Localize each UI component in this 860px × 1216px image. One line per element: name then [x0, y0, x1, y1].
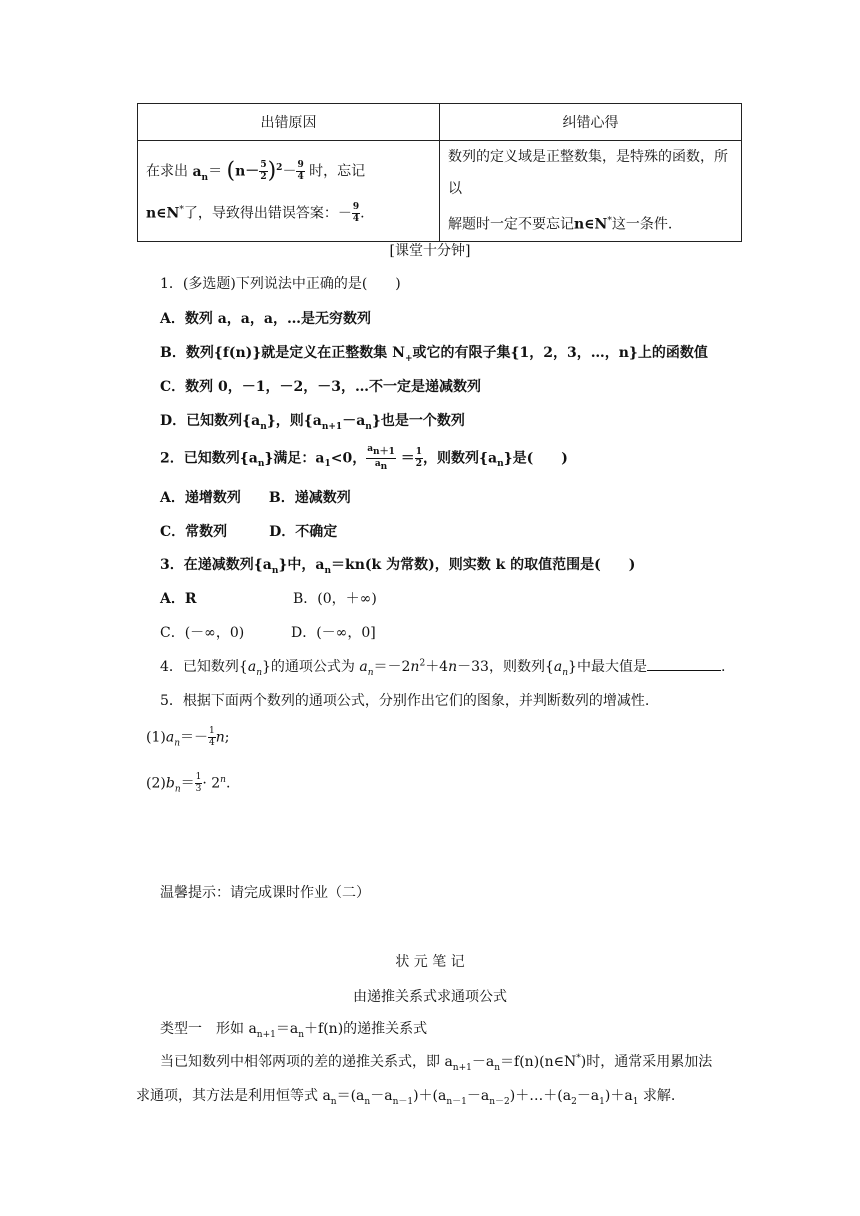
q3-option-d: D．(－∞，0] [291, 625, 376, 641]
table-header-cause: 出错原因 [138, 104, 440, 141]
q3-stem: 3．在递减数列$\{a_n\}$中，$a_n=kn(k$ 为常数)，则实数 k 的取值范围是( ) [160, 557, 636, 576]
q2-options-ab: A．递增数列 B．递减数列 [160, 490, 351, 506]
notes-type-one: 类型一 形如 $a_{n+1}=a_n+f(n)$的递推关系式 [160, 1021, 428, 1040]
q2-options-cd: C．常数列 D．不确定 [160, 524, 338, 540]
q5-stem: 5．根据下面两个数列的通项公式，分别作出它们的图象，并判断数列的增减性. [160, 693, 650, 709]
q1-option-d: D．已知数列$\{a_n\}$，则$\{a_{n+1}-a_n\}$也是一个数列 [160, 413, 465, 432]
q5-part-2: $(2)b_n=$ $\frac{1}{3}$ · $2^n$. [146, 772, 231, 795]
lesson-line-1: 数列的定义域是正整数集，是特殊的函数，所以 [448, 149, 728, 197]
q1-option-c: C．数列 0，－1，－2，－3，…不一定是递减数列 [160, 379, 481, 395]
cause-line-1: 在求出 $a_n= (n-$ $\frac{5}{2}$ )$^2$－ $\frac{9}{4}$ 时，忘记 [146, 158, 366, 184]
homework-tip: 温馨提示：请完成课时作业（二） [160, 885, 370, 901]
q1-option-a: A．数列 a，a，a，…是无穷数列 [160, 311, 371, 327]
q3-option-b: B．(0，＋∞) [293, 591, 377, 607]
notes-title: 状 元 笔 记 [395, 954, 465, 970]
cause-line-2: n∈N*了，导致得出错误答案：－ $\frac{9}{4}$ . [146, 201, 365, 224]
q1-option-b: B．数列{f(n)}就是定义在正整数集 $N_+$或它的有限子集{1，2，3，…，n}上的函数值 [160, 345, 708, 364]
section-title: [课堂十分钟] [389, 243, 471, 259]
notes-paragraph-line-1: 当已知数列中相邻两项的差的递推关系式，即 $a_{n+1}-a_n=f(n)(n\in N^*)$时，通常采用累加法 [160, 1053, 713, 1073]
notes-paragraph-line-2: 求通项，其方法是利用恒等式 $a_n=(a_n-a_{n-1})+(a_{n-1}-a_{n-2})+\dots+(a_2-a_1)+a_1$ 求解. [136, 1088, 676, 1107]
q4-stem: 4．已知数列$\{a_n\}$的通项公式为 $a_n=-2n^2+4n-33$，则数列$\{a_n\}$中最大值是 . [160, 658, 726, 678]
q1-stem: 1．(多选题)下列说法中正确的是( ) [160, 276, 401, 292]
notes-subtitle: 由递推关系式求通项公式 [353, 989, 507, 1005]
q5-part-1: $(1)a_n=-$ $\frac{1}{4}$ n; [146, 726, 230, 749]
table-cell-cause [138, 141, 440, 242]
lesson-line-2: 解题时一定不要忘记n∈N*这一条件. [448, 216, 673, 233]
table-cell-lesson [440, 141, 742, 242]
q3-option-c: C．(－∞，0) [160, 625, 245, 641]
table-header-lesson: 纠错心得 [440, 104, 742, 141]
q2-stem: 2．已知数列$\{a_n\}$满足：$a_1<0$， $\frac{a_{n+1}}{a_n}$ ＝ $\frac{1}{2}$ ，则数列$\{a_n\}$是( ) [160, 444, 568, 472]
q3-option-a: A．R [160, 591, 197, 607]
answer-blank [647, 658, 721, 671]
error-analysis-table [137, 103, 742, 242]
